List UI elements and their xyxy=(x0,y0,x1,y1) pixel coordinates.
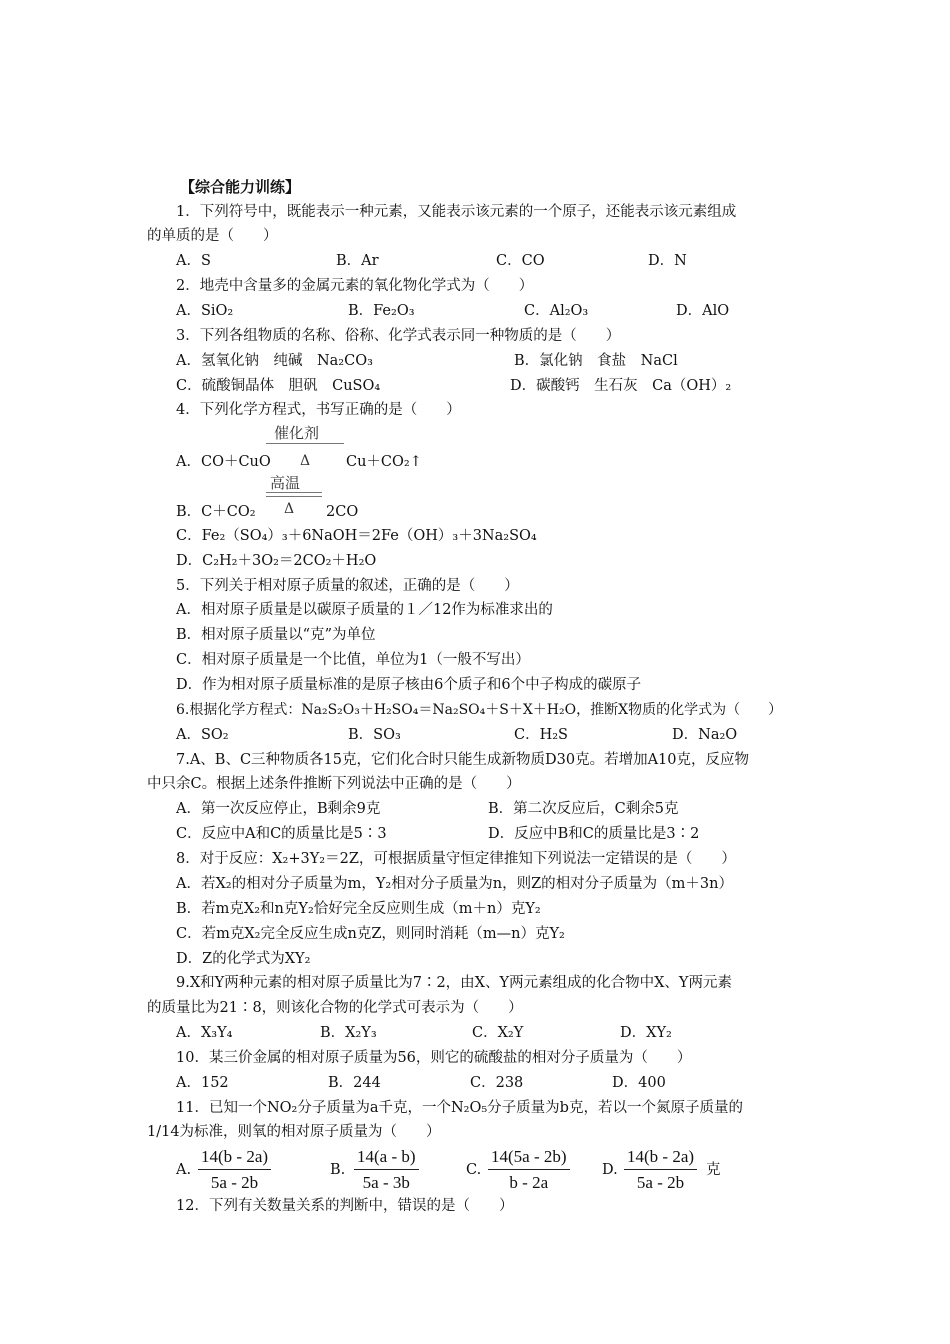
question-11-option-d-fraction xyxy=(624,1147,697,1193)
question-6-option-b: B．SO₃ xyxy=(348,727,401,743)
question-9-stem: 9.X和Y两种元素的相对原子质量比为7∶2，由X、Y两元素组成的化合物中X、Y两元素 xyxy=(176,975,732,991)
question-2-option-c: C．Al₂O₃ xyxy=(524,303,589,319)
question-9-option-b: B．X₂Y₃ xyxy=(320,1025,377,1041)
question-9-option-c: C．X₂Y xyxy=(472,1025,524,1041)
question-11-option-b-label: B. xyxy=(330,1162,346,1178)
question-11-option-c-denominator: b - 2a xyxy=(509,1173,549,1192)
question-7-option-c: C．反应中A和C的质量比是5∶3 xyxy=(176,826,387,842)
question-11-stem-cont: 1/14为标准，则氧的相对原子质量为（ ） xyxy=(147,1124,441,1140)
question-10-option-d: D．400 xyxy=(612,1075,666,1091)
question-1-option-c: C．CO xyxy=(496,253,545,269)
question-5-option-a: A．相对原子质量是以碳原子质量的１／12作为标准求出的 xyxy=(176,602,553,618)
question-8-option-c: C．若m克X₂完全反应生成n克Z，则同时消耗（m—n）克Y₂ xyxy=(176,926,565,942)
question-1-option-d: D．N xyxy=(648,253,687,269)
question-11-option-d-label: D. xyxy=(602,1162,618,1178)
question-6-option-c: C．H₂S xyxy=(514,727,568,743)
question-3-option-d: D．碳酸钙 生石灰 Ca（OH）₂ xyxy=(510,378,732,394)
question-3-stem: 3．下列各组物质的名称、俗称、化学式表示同一种物质的是（ ） xyxy=(176,328,621,344)
question-11-option-b-fraction xyxy=(354,1147,419,1193)
question-11-option-c-numerator: 14(5a - 2b) xyxy=(488,1147,570,1170)
question-3-option-c: C．硫酸铜晶体 胆矾 CuSO₄ xyxy=(176,378,381,394)
question-11-option-b-denominator: 5a - 3b xyxy=(362,1173,410,1192)
question-4a-reaction-bar xyxy=(266,443,344,444)
question-4-option-b: B．C＋CO₂ xyxy=(176,504,256,520)
question-4b-product: 2CO xyxy=(326,504,359,520)
question-11-option-c-fraction xyxy=(488,1147,570,1193)
question-5-option-c: C．相对原子质量是一个比值，单位为1（一般不写出） xyxy=(176,652,530,668)
question-6-option-a: A．SO₂ xyxy=(176,727,229,743)
question-5-option-d: D．作为相对原子质量标准的是原子核由6个质子和6个中子构成的碳原子 xyxy=(176,677,642,693)
question-8-option-d: D．Z的化学式为XY₂ xyxy=(176,951,311,967)
question-3-option-b: B．氯化钠 食盐 NaCl xyxy=(514,353,678,369)
question-7-stem-cont: 中只余C。根据上述条件推断下列说法中正确的是（ ） xyxy=(147,776,521,792)
question-8-stem: 8．对于反应：X₂+3Y₂＝2Z，可根据质量守恒定律推知下列说法一定错误的是（ ） xyxy=(176,851,736,867)
question-11-option-c-label: C. xyxy=(466,1162,482,1178)
question-10-stem: 10．某三价金属的相对原子质量为56，则它的硫酸盐的相对分子质量为（ ） xyxy=(176,1050,692,1066)
question-7-option-d: D．反应中B和C的质量比是3∶2 xyxy=(488,826,700,842)
question-4b-reaction-bar xyxy=(266,492,322,497)
question-12-stem: 12．下列有关数量关系的判断中，错误的是（ ） xyxy=(176,1198,514,1214)
question-7-option-b: B．第二次反应后，C剩余5克 xyxy=(488,801,679,817)
question-4-option-c: C．Fe₂（SO₄）₃＋6NaOH＝2Fe（OH）₃＋3Na₂SO₄ xyxy=(176,528,537,544)
question-10-option-a: A．152 xyxy=(176,1075,229,1091)
question-11-option-a-label: A. xyxy=(176,1162,192,1178)
question-5-option-b: B．相对原子质量以“克”为单位 xyxy=(176,627,376,643)
question-11-stem: 11．已知一个NO₂分子质量为a千克，一个N₂O₅分子质量为b克，若以一个氮原子质量的 xyxy=(176,1100,743,1116)
question-9-stem-cont: 的质量比为21∶8，则该化合物的化学式可表示为（ ） xyxy=(147,1000,523,1016)
question-11-option-a-fraction xyxy=(198,1147,271,1193)
question-11-unit: 克 xyxy=(706,1162,721,1178)
question-11-option-d-denominator: 5a - 2b xyxy=(636,1173,685,1192)
question-1-stem: 1．下列符号中，既能表示一种元素，又能表示该元素的一个原子，还能表示该元素组成 xyxy=(176,204,737,220)
question-4a-condition-top: 催化剂 xyxy=(274,424,320,442)
question-4b-condition-top: 高温 xyxy=(270,474,301,492)
question-11-option-a-denominator: 5a - 2b xyxy=(210,1173,259,1192)
question-6-stem: 6.根据化学方程式：Na₂S₂O₃＋H₂SO₄＝Na₂SO₄＋S＋X＋H₂O，推断X物质的化学式为（ ） xyxy=(176,702,783,718)
question-5-stem: 5．下列关于相对原子质量的叙述，正确的是（ ） xyxy=(176,578,519,594)
question-1-option-b: B．Ar xyxy=(336,253,379,269)
question-7-option-a: A．第一次反应停止，B剩余9克 xyxy=(176,801,381,817)
question-11-option-b-numerator: 14(a - b) xyxy=(354,1147,419,1170)
question-11-option-a-numerator: 14(b - 2a) xyxy=(198,1147,271,1170)
question-4-option-d: D．C₂H₂＋3O₂＝2CO₂＋H₂O xyxy=(176,553,377,569)
question-4-stem: 4．下列化学方程式，书写正确的是（ ） xyxy=(176,402,461,418)
question-10-option-c: C．238 xyxy=(470,1075,524,1091)
question-9-option-a: A．X₃Y₄ xyxy=(176,1025,233,1041)
question-1-option-a: A．S xyxy=(176,253,211,269)
question-6-option-d: D．Na₂O xyxy=(672,727,738,743)
question-8-option-b: B．若m克X₂和n克Y₂恰好完全反应则生成（m＋n）克Y₂ xyxy=(176,901,541,917)
question-4-option-a: A．CO＋CuO xyxy=(176,454,271,470)
question-1-stem-cont: 的单质的是（ ） xyxy=(147,228,278,244)
section-title: 【综合能力训练】 xyxy=(180,178,301,196)
question-7-stem: 7.A、B、C三种物质各15克，它们化合时只能生成新物质D30克。若增加A10克，反应物 xyxy=(176,752,750,768)
question-4a-condition-bottom: Δ xyxy=(300,453,311,469)
question-10-option-b: B．244 xyxy=(328,1075,381,1091)
question-2-option-d: D．AlO xyxy=(676,303,730,319)
question-2-option-b: B．Fe₂O₃ xyxy=(348,303,415,319)
question-9-option-d: D．XY₂ xyxy=(620,1025,672,1041)
question-2-option-a: A．SiO₂ xyxy=(176,303,234,319)
question-2-stem: 2．地壳中含量多的金属元素的氧化物化学式为（ ） xyxy=(176,278,534,294)
question-4a-product: Cu＋CO₂↑ xyxy=(346,454,422,470)
question-4b-condition-bottom: Δ xyxy=(284,501,295,517)
question-11-option-d-numerator: 14(b - 2a) xyxy=(624,1147,697,1170)
question-3-option-a: A．氢氧化钠 纯碱 Na₂CO₃ xyxy=(176,353,373,369)
question-8-option-a: A．若X₂的相对分子质量为m，Y₂相对分子质量为n，则Z的相对分子质量为（m＋3n） xyxy=(176,876,733,892)
